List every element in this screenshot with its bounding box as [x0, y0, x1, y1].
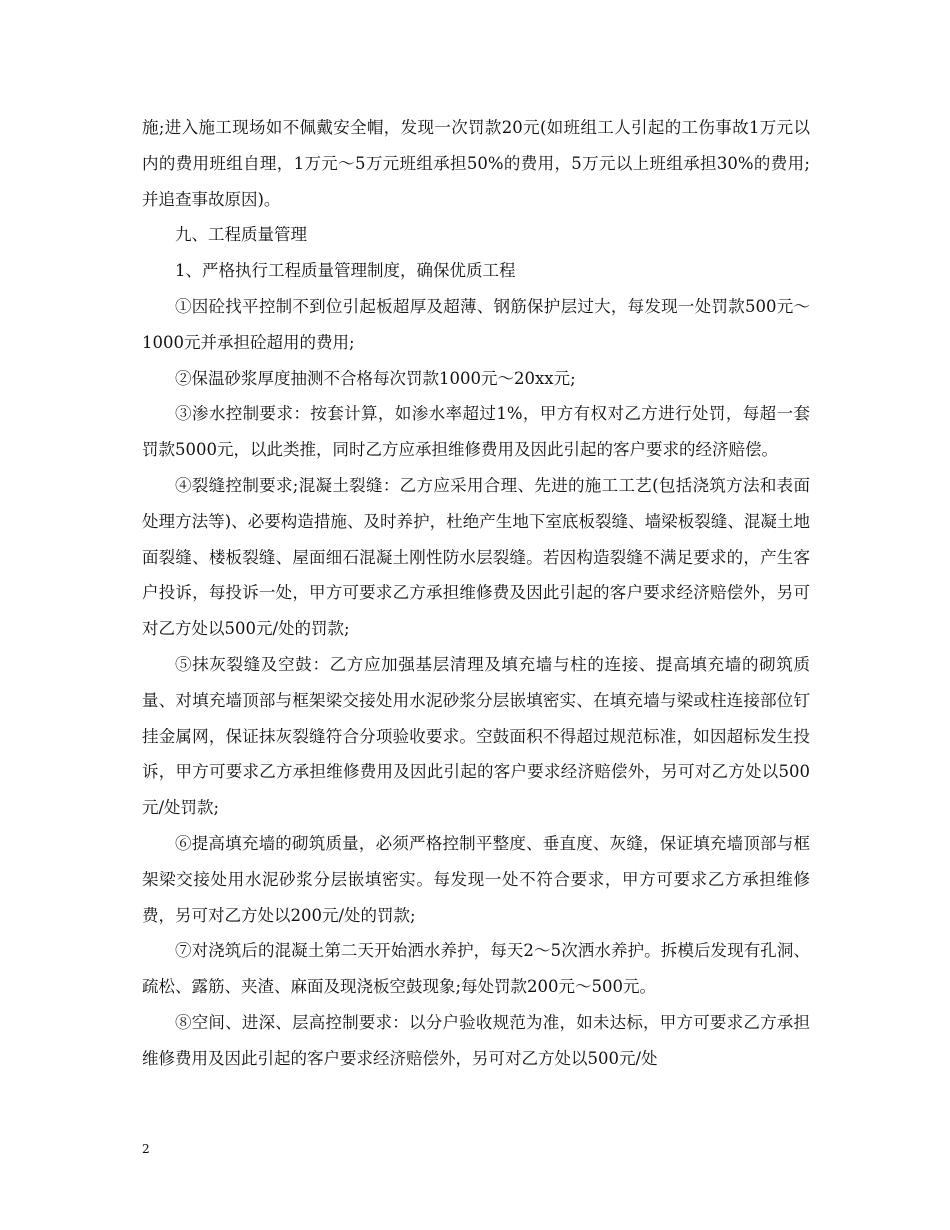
paragraph-item-7: ⑦对浇筑后的混凝土第二天开始洒水养护，每天2～5次洒水养护。拆模后发现有孔洞、疏松、露筋、夹渣、麻面及现浇板空鼓现象;每处罚款200元～500元。 — [142, 941, 810, 997]
paragraph-item-8: ⑧空间、进深、层高控制要求：以分户验收规范为准，如未达标，甲方可要求乙方承担维修费用及因此引起的客户要求经济赔偿外，另可对乙方处以500元/处 — [142, 1012, 810, 1068]
paragraph-item-5: ⑤抹灰裂缝及空鼓：乙方应加强基层清理及填充墙与柱的连接、提高填充墙的砌筑质量、对填充墙顶部与框架梁交接处用水泥砂浆分层嵌填密实、在填充墙与梁或柱连接部位钉挂金属网，保证抹灰裂缝符合分项验收要求。空鼓面积不得超过规范标准，如因超标发生投诉，甲方可要求乙方承担维修费用及因此引起的客户要求经济赔偿外，另可对乙方处以500元/处罚款; — [142, 654, 810, 818]
paragraph-item-2: ②保温砂浆厚度抽测不合格每次罚款1000元～20xx元; — [175, 368, 576, 388]
document-body — [142, 110, 810, 1077]
subsection-heading: 1、严格执行工程质量管理制度，确保优质工程 — [175, 261, 516, 281]
page-number: 2 — [142, 1142, 150, 1156]
paragraph-continuation: 施;进入施工现场如不佩戴安全帽，发现一次罚款20元(如班组工人引起的工伤事故1万元以内的费用班组自理，1万元～5万元班组承担50%的费用，5万元以上班组承担30%的费用;并追查事故原因)。 — [142, 118, 810, 209]
paragraph-item-1: ①因砼找平控制不到位引起板超厚及超薄、钢筋保护层过大，每发现一处罚款500元～1000元并承担砼超用的费用; — [142, 296, 810, 352]
paragraph-item-4: ④裂缝控制要求;混凝土裂缝：乙方应采用合理、先进的施工工艺(包括浇筑方法和表面处理方法等)、必要构造措施、及时养护，杜绝产生地下室底板裂缝、墙梁板裂缝、混凝土地面裂缝、楼板裂缝、屋面细石混凝土刚性防水层裂缝。若因构造裂缝不满足要求的，产生客户投诉，每投诉一处，甲方可要求乙方承担维修费及因此引起的客户要求经济赔偿外，另可对乙方处以500元/处的罚款; — [142, 475, 810, 639]
section-heading: 九、工程质量管理 — [175, 225, 307, 245]
paragraph-item-3: ③渗水控制要求：按套计算，如渗水率超过1%，甲方有权对乙方进行处罚，每超一套罚款5000元，以此类推，同时乙方应承担维修费用及因此引起的客户要求的经济赔偿。 — [142, 404, 810, 460]
paragraph-item-6: ⑥提高填充墙的砌筑质量，必须严格控制平整度、垂直度、灰缝，保证填充墙顶部与框架梁交接处用水泥砂浆分层嵌填密实。每发现一处不符合要求，甲方可要求乙方承担维修费，另可对乙方处以200元/处的罚款; — [142, 833, 810, 925]
